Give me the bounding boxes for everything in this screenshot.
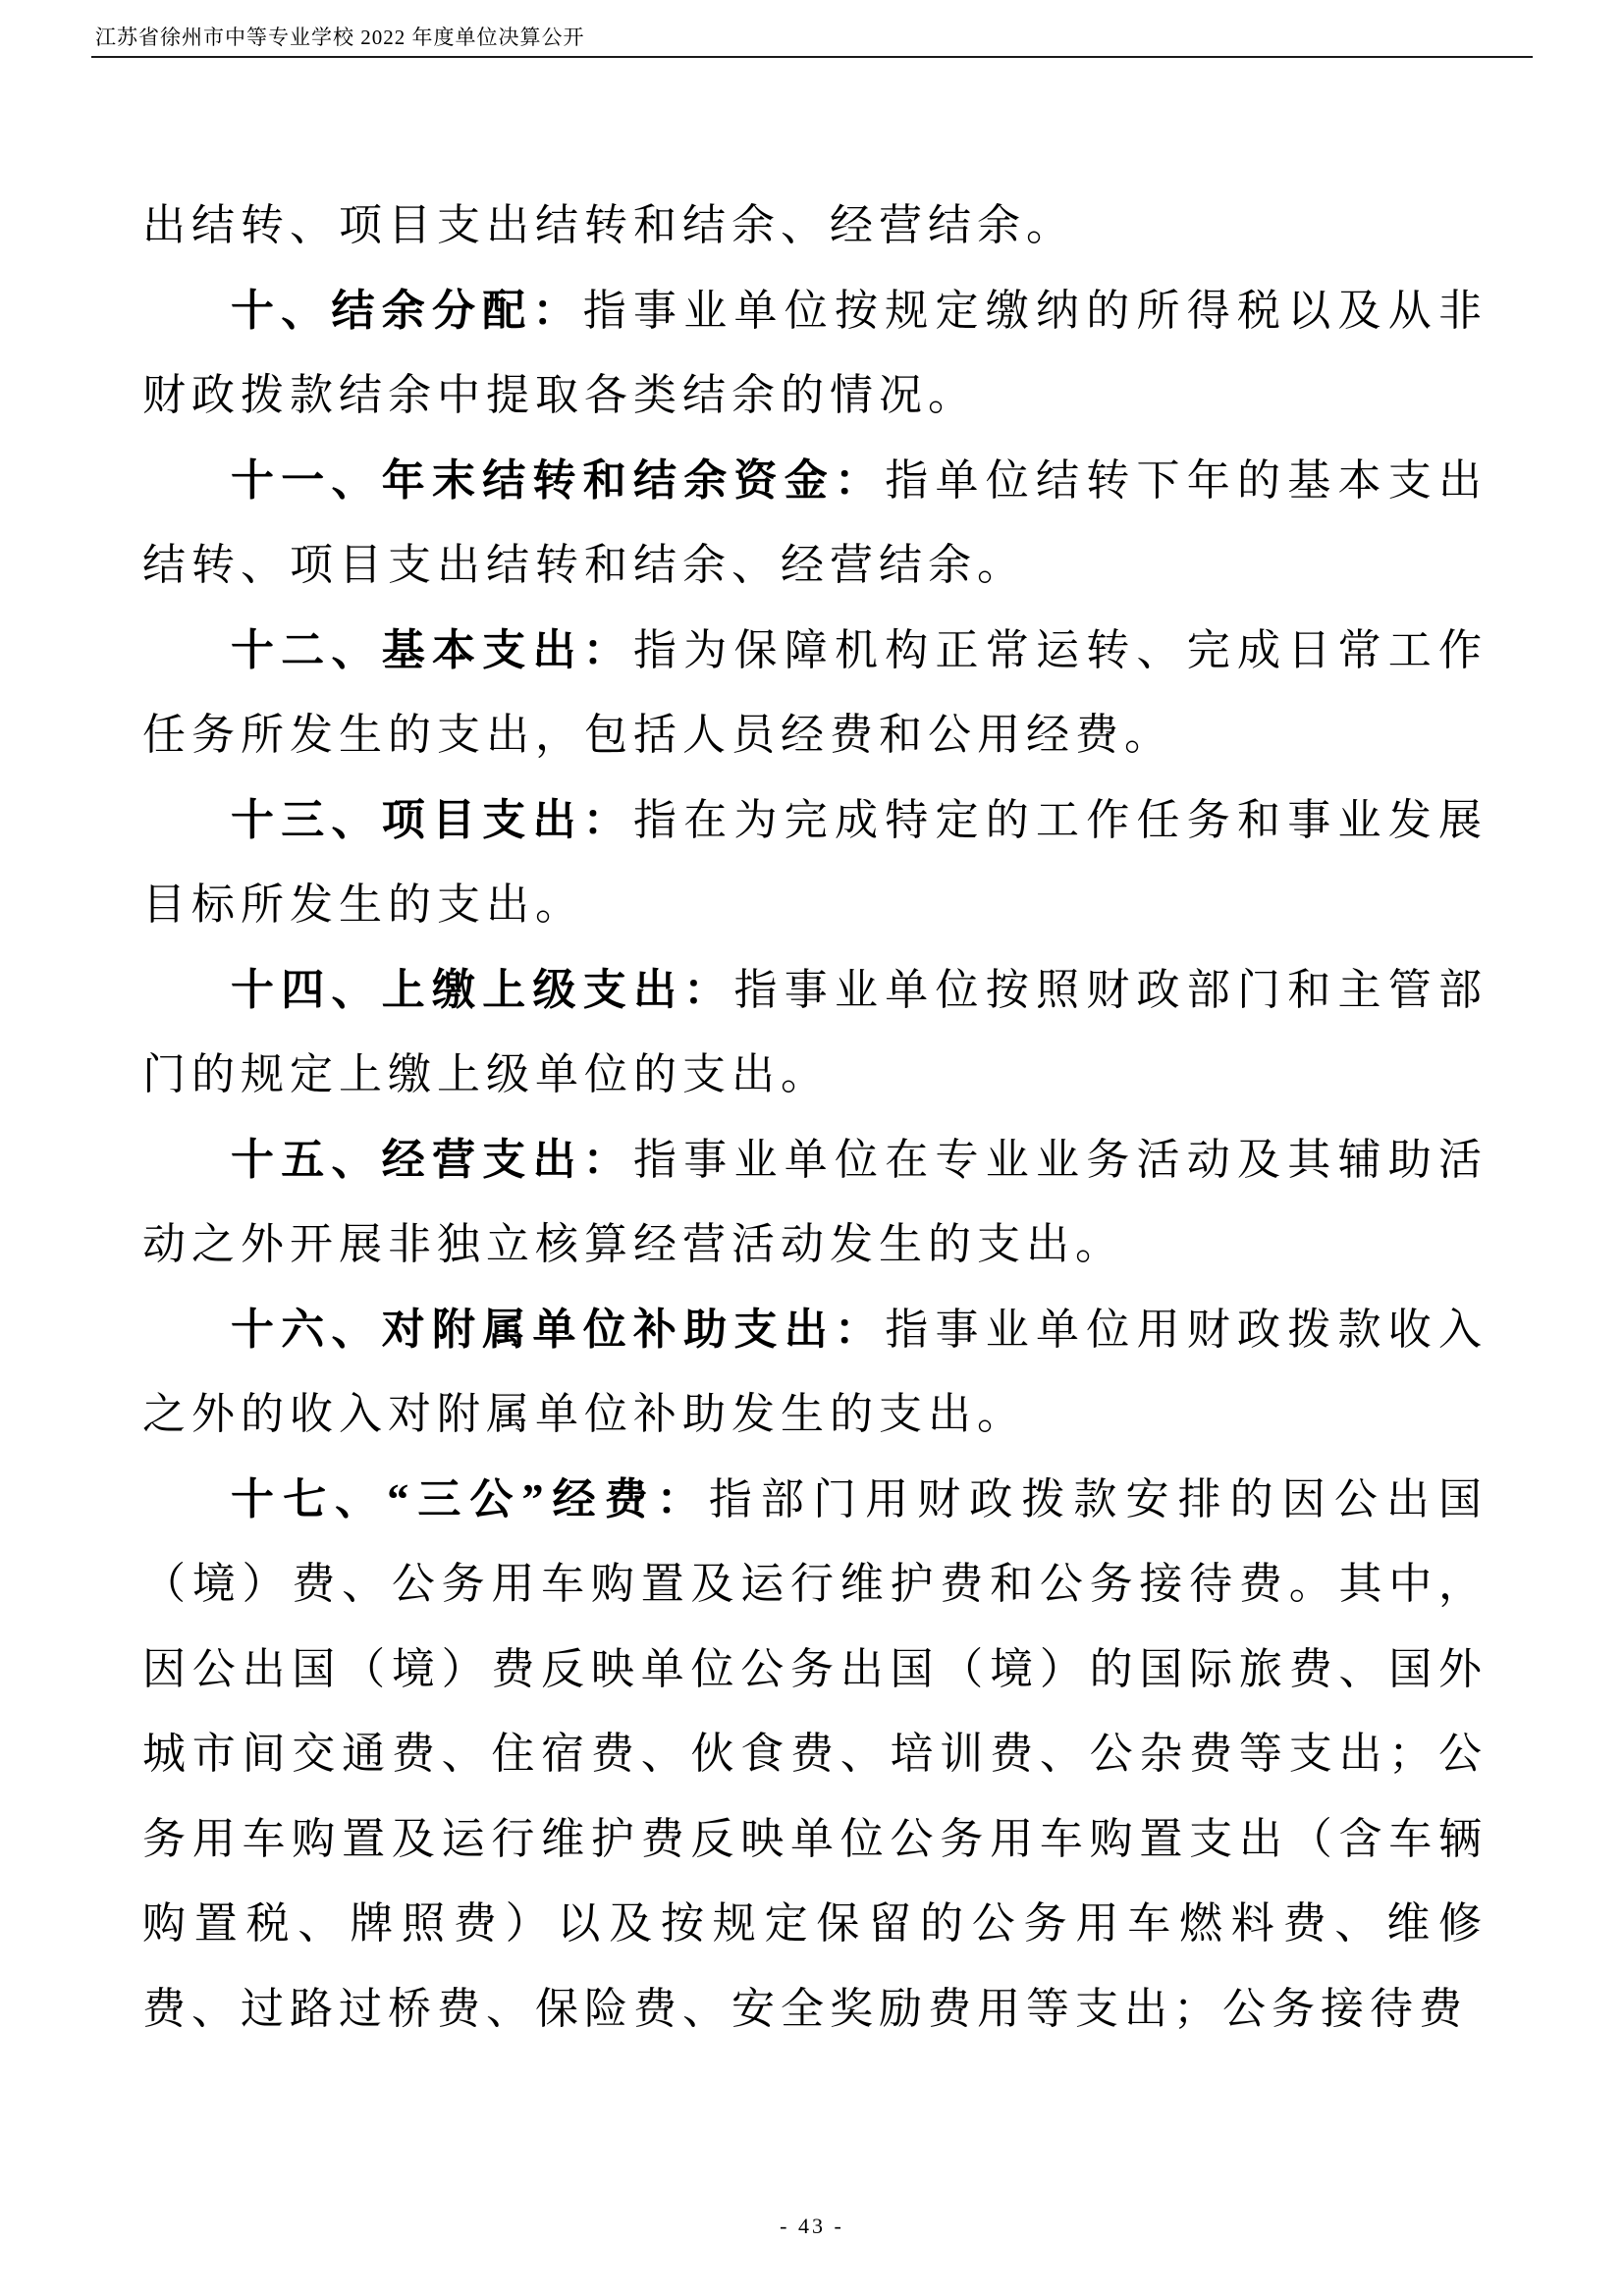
paragraph: 十五、经营支出：指事业单位在专业业务活动及其辅助活动之外开展非独立核算经营活动发生的支出。: [142, 1135, 1488, 1268]
paragraph: 出结转、项目支出结转和结余、经营结余。: [142, 201, 1075, 249]
paragraph: 十七、“三公”经费：指部门用财政拨款安排的因公出国（境）费、公务用车购置及运行维护费和公务接待费。其中，因公出国（境）费反映单位公务出国（境）的国际旅费、国外城市间交通费、住宿费、伙食费、培训费、公杂费等支出；公务用车购置及运行维护费反映单位公务用车购置支出（含车辆购置税、牌照费）以及按规定保留的公务用车燃料费、维修费、过路过桥费、保险费、安全奖励费用等支出；公务接待费: [142, 1474, 1489, 2033]
header-divider: [91, 56, 1533, 58]
paragraph-lead: 十、结余分配：: [231, 286, 583, 335]
paragraph-lead: 十六、对附属单位补助支出：: [231, 1305, 886, 1354]
paragraph-lead: 十一、年末结转和结余资金：: [231, 455, 886, 505]
paragraph: 十二、基本支出：指为保障机构正常运转、完成日常工作任务所发生的支出，包括人员经费和公用经费。: [142, 625, 1488, 759]
paragraph: 十四、上缴上级支出：指事业单位按照财政部门和主管部门的规定上缴上级单位的支出。: [142, 965, 1488, 1098]
page-header-title: 江苏省徐州市中等专业学校 2022 年度单位决算公开: [95, 26, 585, 49]
paragraph-lead: 十五、经营支出：: [231, 1135, 633, 1184]
document-body: [142, 184, 1488, 2052]
paragraph-lead: 十四、上缴上级支出：: [231, 965, 734, 1014]
paragraph: 十三、项目支出：指在为完成特定的工作任务和事业发展目标所发生的支出。: [142, 795, 1488, 929]
paragraph-lead: 十三、项目支出：: [231, 795, 633, 844]
paragraph: 十、结余分配：指事业单位按规定缴纳的所得税以及从非财政拨款结余中提取各类结余的情况。: [142, 286, 1488, 419]
paragraph: 十一、年末结转和结余资金：指单位结转下年的基本支出结转、项目支出结转和结余、经营结余。: [142, 455, 1488, 589]
page-number: - 43 -: [780, 2214, 844, 2238]
paragraph: 十六、对附属单位补助支出：指事业单位用财政拨款收入之外的收入对附属单位补助发生的支出。: [142, 1305, 1488, 1438]
paragraph-lead: 十七、“三公”经费：: [231, 1474, 709, 1523]
paragraph-lead: 十二、基本支出：: [231, 625, 633, 674]
